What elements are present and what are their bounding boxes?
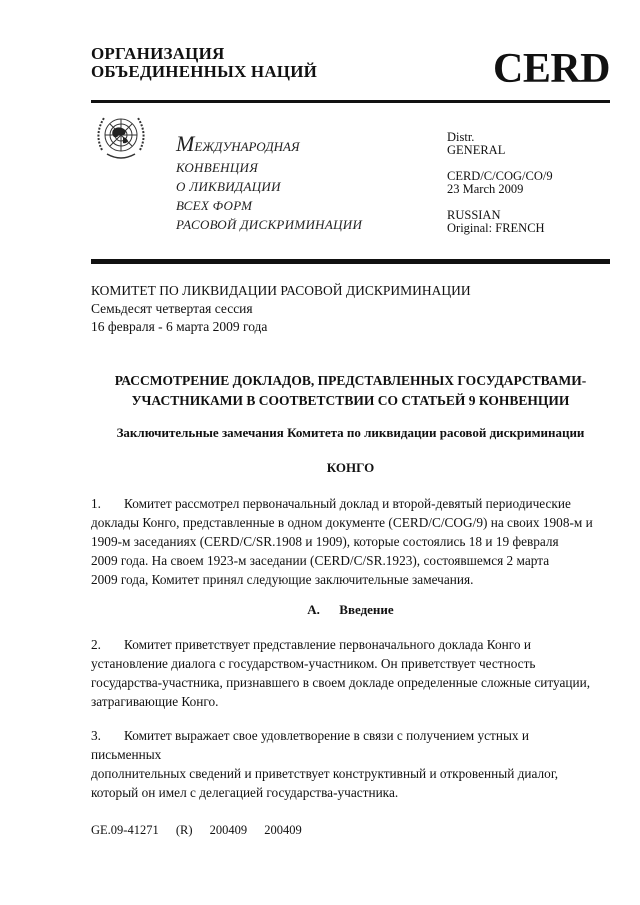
header-divider (91, 100, 610, 103)
paragraph-line: затрагивающие Конго. (91, 694, 219, 709)
document-language: RUSSIAN (447, 208, 501, 222)
convention-line-4: ВСЕХ ФОРМ (176, 198, 253, 213)
section-letter: A. (307, 602, 320, 617)
convention-line-5: РАСОВОЙ ДИСКРИМИНАЦИИ (176, 217, 363, 232)
distr-label: Distr. (447, 130, 475, 144)
paragraph-line: установление диалога с государством-участником. Он приветствует честность (91, 656, 536, 671)
org-line-2: ОБЪЕДИНЕННЫХ НАЦИЙ (91, 62, 318, 81)
footer-doc-number: GE.09-41271 (91, 823, 159, 837)
paragraph-number: 2. (91, 637, 101, 652)
paragraph-line: 1909-м заседаниях (CERD/C/SR.1908 и 1909), которые состоялись 18 и 19 февраля (91, 534, 559, 549)
footer-date-2: 200409 (264, 823, 302, 837)
session-name: Семьдесят четвертая сессия (91, 301, 253, 316)
document-subtitle: Заключительные замечания Комитета по ликвидации расовой дискриминации (116, 425, 585, 440)
document-symbol: CERD/C/COG/CO/9 (447, 169, 553, 183)
convention-title (176, 133, 362, 234)
convention-line-1 (176, 133, 362, 158)
distribution: GENERAL (447, 143, 506, 157)
title-line-1: РАССМОТРЕНИЕ ДОКЛАДОВ, ПРЕДСТАВЛЕННЫХ ГОСУДАРСТВАМИ- (114, 373, 587, 388)
committee-name: КОМИТЕТ ПО ЛИКВИДАЦИИ РАСОВОЙ ДИСКРИМИНАЦИИ (91, 283, 471, 298)
paragraph-line: дополнительных сведений и приветствует конструктивный и откровенный диалог, (91, 766, 559, 781)
paragraph-line (91, 726, 596, 764)
document-acronym: CERD (492, 46, 610, 92)
paragraph-1 (91, 494, 596, 589)
paragraph-line (91, 635, 596, 654)
footer-date-1: 200409 (209, 823, 248, 837)
paragraph-line: 2009 года, Комитет принял следующие заключительные замечания. (91, 572, 474, 587)
session-info (91, 282, 471, 336)
title-line-2: УЧАСТНИКАМИ В СООТВЕТСТВИИ СО СТАТЬЕЙ 9 КОНВЕНЦИИ (131, 393, 570, 408)
original-language: Original: FRENCH (447, 221, 545, 235)
convention-line-2: КОНВЕНЦИЯ (176, 160, 259, 175)
organization-name (91, 45, 317, 81)
paragraph-number: 3. (91, 728, 101, 743)
org-line-1: ОРГАНИЗАЦИЯ (91, 44, 225, 63)
paragraph-text: Комитет выражает свое удовлетворение в связи с получением устных и письменных (91, 728, 529, 762)
convention-initial: М (176, 131, 195, 156)
convention-line-1-rest: ЕЖДУНАРОДНАЯ (194, 139, 300, 154)
paragraph-line: государства-участника, признавшего в своем докладе определенные сложные ситуации, (91, 675, 591, 690)
footer-lang-code: (R) (175, 823, 193, 837)
paragraph-line (91, 494, 596, 513)
paragraph-number: 1. (91, 496, 101, 511)
document-title (91, 371, 610, 411)
paragraph-2 (91, 635, 596, 711)
paragraph-line: который он имел с делегацией государства-участника. (91, 785, 399, 800)
un-emblem-icon (93, 110, 149, 164)
document-footer (91, 822, 316, 838)
session-dates: 16 февраля - 6 марта 2009 года (91, 319, 268, 334)
paragraph-line: 2009 года. На своем 1923-м заседании (CERD/C/SR.1923), состоявшемся 2 марта (91, 553, 550, 568)
paragraph-3 (91, 726, 596, 802)
section-heading (91, 601, 610, 619)
paragraph-text: Комитет приветствует представление первоначального доклада Конго и (124, 637, 531, 652)
paragraph-text: Комитет рассмотрел первоначальный доклад и второй-девятый периодические (124, 496, 571, 511)
convention-line-3: О ЛИКВИДАЦИИ (176, 179, 281, 194)
document-metadata (447, 131, 553, 235)
paragraph-line: доклады Конго, представленные в одном документе (CERD/C/COG/9) на своих 1908-м и (91, 515, 593, 530)
country-heading: КОНГО (326, 460, 375, 475)
section-title: Введение (339, 602, 394, 617)
document-date: 23 March 2009 (447, 182, 524, 196)
header-thick-divider (91, 259, 610, 264)
